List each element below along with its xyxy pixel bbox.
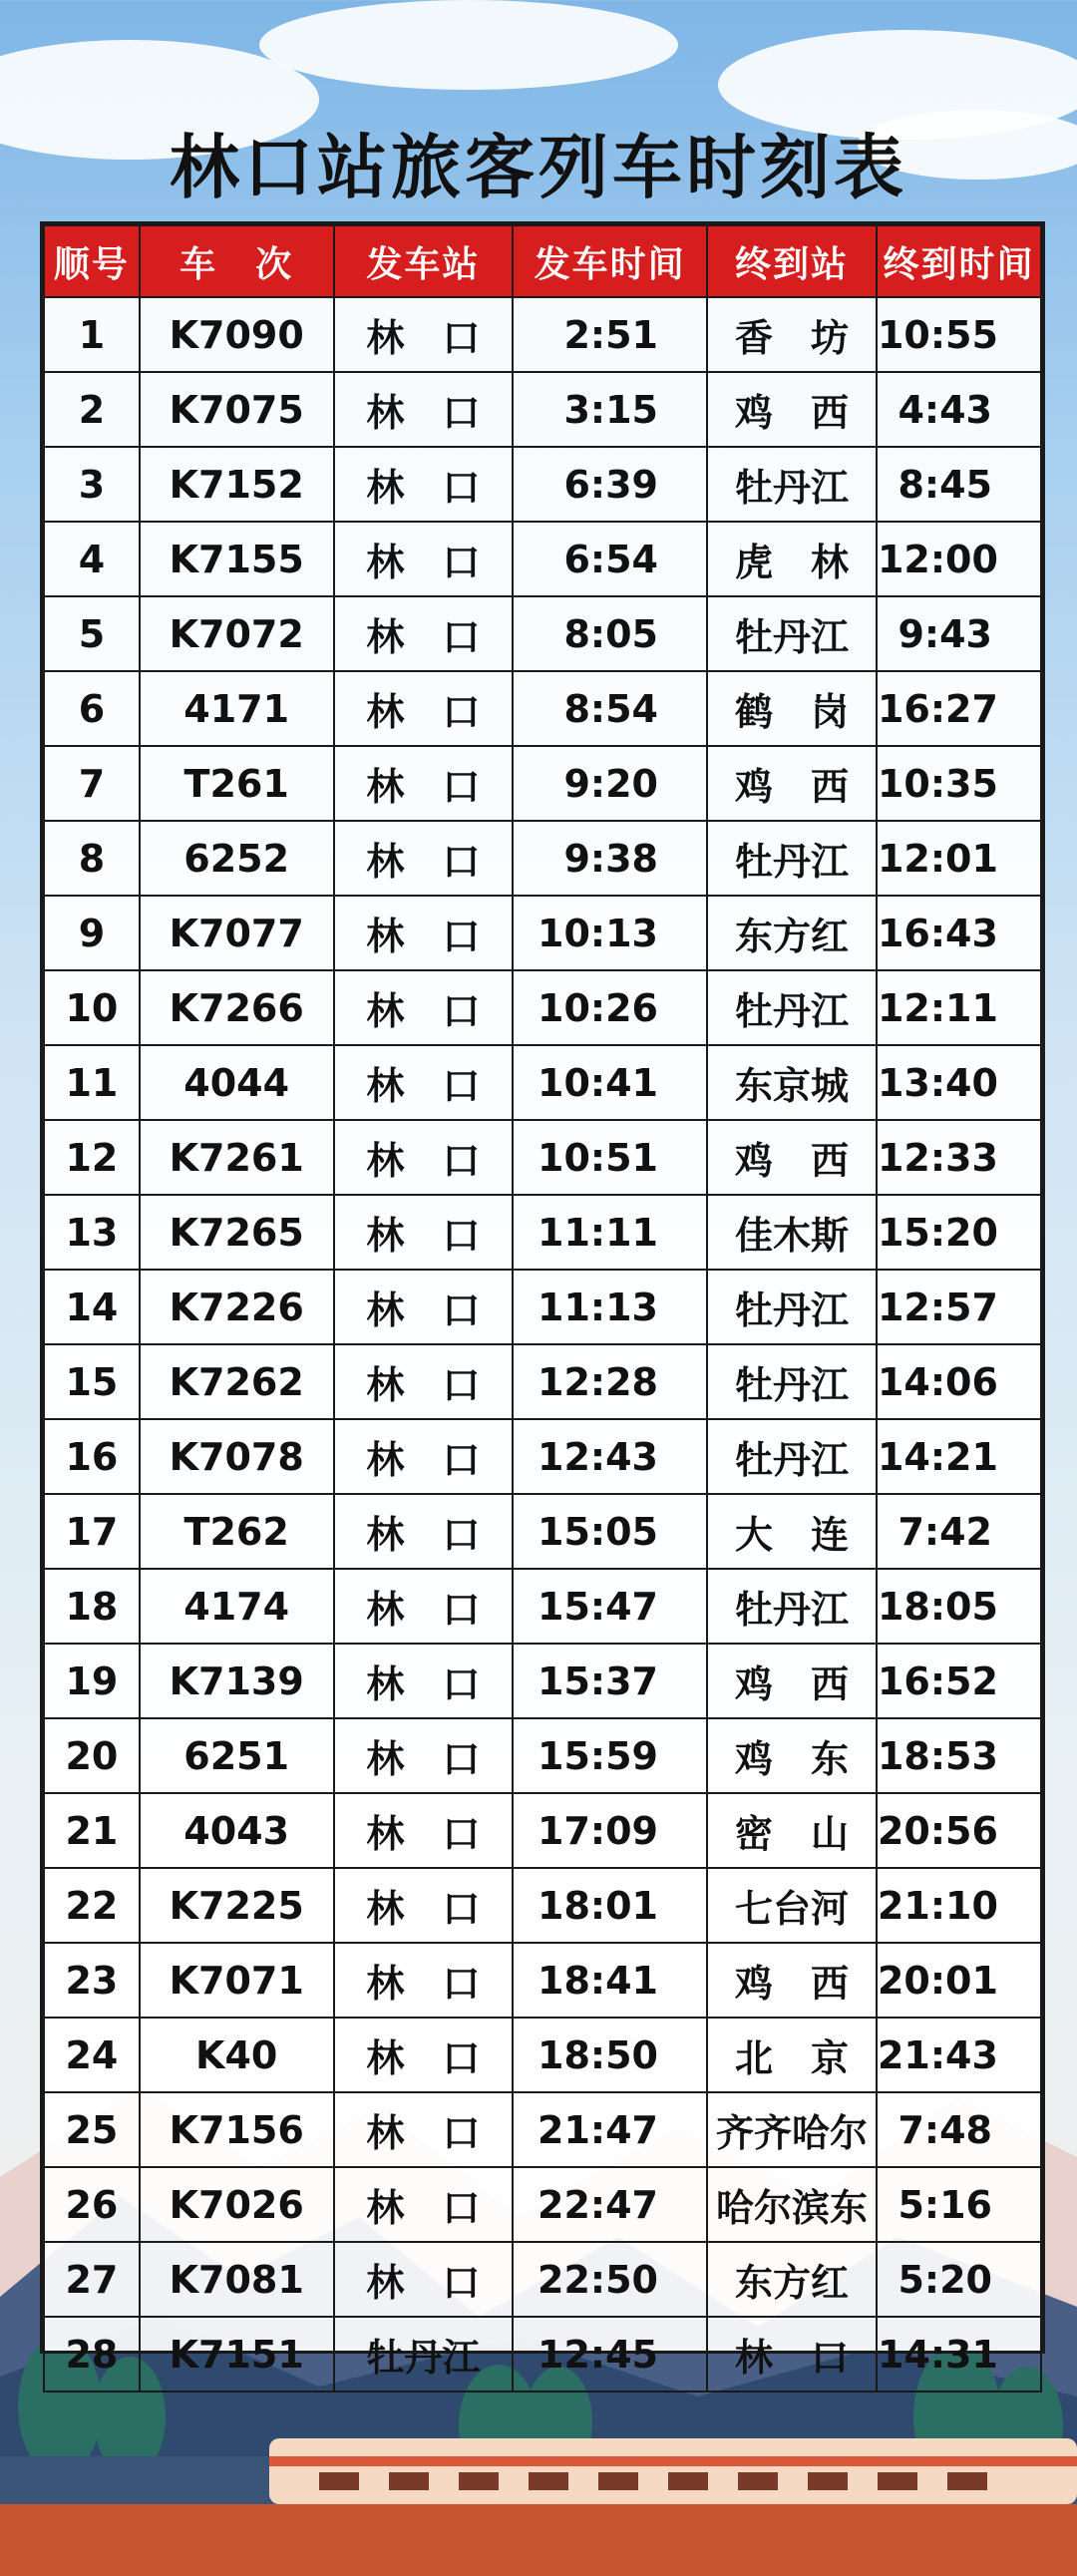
seq-cell: 7 <box>44 746 140 821</box>
arrive-time-cell: 12:11 <box>877 970 1041 1045</box>
table-row <box>44 2167 1041 2242</box>
destination-cell: 密 山 <box>707 1793 877 1868</box>
column-header-origin: 发车站 <box>334 225 514 297</box>
seq-cell: 23 <box>44 1943 140 2018</box>
table-row <box>44 1644 1041 1718</box>
origin-cell: 林 口 <box>334 522 514 596</box>
timetable-body <box>44 297 1041 2392</box>
origin-cell: 林 口 <box>334 447 514 522</box>
seq-cell: 10 <box>44 970 140 1045</box>
column-header-train: 车 次 <box>140 225 334 297</box>
seq-cell: 14 <box>44 1270 140 1344</box>
arrive-time-cell: 21:10 <box>877 1868 1041 1943</box>
depart-time-cell: 10:41 <box>513 1045 707 1120</box>
seq-cell: 11 <box>44 1045 140 1120</box>
train-number-cell: K7226 <box>140 1270 334 1344</box>
origin-cell: 林 口 <box>334 2167 514 2242</box>
origin-cell: 林 口 <box>334 896 514 970</box>
origin-cell: 林 口 <box>334 1195 514 1270</box>
arrive-time-cell: 12:01 <box>877 821 1041 896</box>
seq-cell: 12 <box>44 1120 140 1195</box>
origin-cell: 林 口 <box>334 746 514 821</box>
train-number-cell: T262 <box>140 1494 334 1569</box>
destination-cell: 齐齐哈尔 <box>707 2092 877 2167</box>
destination-cell: 鸡 西 <box>707 746 877 821</box>
train-number-cell: K7265 <box>140 1195 334 1270</box>
origin-cell: 林 口 <box>334 1344 514 1419</box>
seq-cell: 9 <box>44 896 140 970</box>
table-row <box>44 447 1041 522</box>
arrive-time-cell: 15:20 <box>877 1195 1041 1270</box>
origin-cell: 林 口 <box>334 1569 514 1644</box>
seq-cell: 27 <box>44 2242 140 2317</box>
origin-cell: 林 口 <box>334 1045 514 1120</box>
seq-cell: 1 <box>44 297 140 372</box>
train-number-cell: K7072 <box>140 596 334 671</box>
depart-time-cell: 15:59 <box>513 1718 707 1793</box>
origin-cell: 林 口 <box>334 821 514 896</box>
arrive-time-cell: 5:16 <box>877 2167 1041 2242</box>
table-row <box>44 596 1041 671</box>
seq-cell: 25 <box>44 2092 140 2167</box>
origin-cell: 林 口 <box>334 1419 514 1494</box>
depart-time-cell: 18:50 <box>513 2018 707 2092</box>
arrive-time-cell: 5:20 <box>877 2242 1041 2317</box>
depart-time-cell: 11:13 <box>513 1270 707 1344</box>
seq-cell: 26 <box>44 2167 140 2242</box>
train-number-cell: K7156 <box>140 2092 334 2167</box>
column-header-seq: 顺号 <box>44 225 140 297</box>
seq-cell: 5 <box>44 596 140 671</box>
depart-time-cell: 18:01 <box>513 1868 707 1943</box>
origin-cell: 林 口 <box>334 1868 514 1943</box>
destination-cell: 牡丹江 <box>707 1569 877 1644</box>
arrive-time-cell: 18:53 <box>877 1718 1041 1793</box>
depart-time-cell: 6:39 <box>513 447 707 522</box>
origin-cell: 林 口 <box>334 1793 514 1868</box>
depart-time-cell: 9:38 <box>513 821 707 896</box>
depart-time-cell: 10:26 <box>513 970 707 1045</box>
destination-cell: 鸡 西 <box>707 1120 877 1195</box>
seq-cell: 18 <box>44 1569 140 1644</box>
seq-cell: 16 <box>44 1419 140 1494</box>
timetable-grid <box>43 224 1042 2392</box>
table-row <box>44 1344 1041 1419</box>
table-row <box>44 2092 1041 2167</box>
seq-cell: 17 <box>44 1494 140 1569</box>
origin-cell: 林 口 <box>334 1644 514 1718</box>
destination-cell: 鸡 西 <box>707 1943 877 2018</box>
train-number-cell: K7075 <box>140 372 334 447</box>
column-header-depart-time: 发车时间 <box>513 225 707 297</box>
depart-time-cell: 15:05 <box>513 1494 707 1569</box>
destination-cell: 七台河 <box>707 1868 877 1943</box>
depart-time-cell: 15:47 <box>513 1569 707 1644</box>
train-number-cell: K7071 <box>140 1943 334 2018</box>
destination-cell: 佳木斯 <box>707 1195 877 1270</box>
depart-time-cell: 12:45 <box>513 2317 707 2392</box>
seq-cell: 8 <box>44 821 140 896</box>
arrive-time-cell: 14:06 <box>877 1344 1041 1419</box>
arrive-time-cell: 8:45 <box>877 447 1041 522</box>
train-number-cell: T261 <box>140 746 334 821</box>
destination-cell: 北 京 <box>707 2018 877 2092</box>
train-number-cell: K7026 <box>140 2167 334 2242</box>
seq-cell: 4 <box>44 522 140 596</box>
train-number-cell: K7225 <box>140 1868 334 1943</box>
table-row <box>44 1718 1041 1793</box>
destination-cell: 大 连 <box>707 1494 877 1569</box>
seq-cell: 19 <box>44 1644 140 1718</box>
table-row <box>44 372 1041 447</box>
depart-time-cell: 10:13 <box>513 896 707 970</box>
train-number-cell: 6251 <box>140 1718 334 1793</box>
arrive-time-cell: 16:43 <box>877 896 1041 970</box>
table-row <box>44 896 1041 970</box>
arrive-time-cell: 20:56 <box>877 1793 1041 1868</box>
destination-cell: 牡丹江 <box>707 1419 877 1494</box>
train-number-cell: K7090 <box>140 297 334 372</box>
origin-cell: 林 口 <box>334 1943 514 2018</box>
table-row <box>44 1045 1041 1120</box>
table-row <box>44 1270 1041 1344</box>
page-title: 林口站旅客列车时刻表 <box>170 127 907 208</box>
table-row <box>44 970 1041 1045</box>
train-number-cell: 4171 <box>140 671 334 746</box>
origin-cell: 林 口 <box>334 1270 514 1344</box>
destination-cell: 鸡 西 <box>707 1644 877 1718</box>
seq-cell: 2 <box>44 372 140 447</box>
train-number-cell: K7139 <box>140 1644 334 1718</box>
train-number-cell: 4044 <box>140 1045 334 1120</box>
seq-cell: 15 <box>44 1344 140 1419</box>
destination-cell: 东方红 <box>707 896 877 970</box>
arrive-time-cell: 12:00 <box>877 522 1041 596</box>
origin-cell: 林 口 <box>334 297 514 372</box>
origin-cell: 牡丹江 <box>334 2317 514 2392</box>
arrive-time-cell: 21:43 <box>877 2018 1041 2092</box>
table-row <box>44 522 1041 596</box>
arrive-time-cell: 7:42 <box>877 1494 1041 1569</box>
destination-cell: 牡丹江 <box>707 821 877 896</box>
table-row <box>44 671 1041 746</box>
train-number-cell: 6252 <box>140 821 334 896</box>
origin-cell: 林 口 <box>334 2018 514 2092</box>
depart-time-cell: 2:51 <box>513 297 707 372</box>
table-row <box>44 1195 1041 1270</box>
destination-cell: 牡丹江 <box>707 1344 877 1419</box>
depart-time-cell: 3:15 <box>513 372 707 447</box>
table-row <box>44 1120 1041 1195</box>
origin-cell: 林 口 <box>334 970 514 1045</box>
arrive-time-cell: 7:48 <box>877 2092 1041 2167</box>
depart-time-cell: 12:28 <box>513 1344 707 1419</box>
arrive-time-cell: 14:31 <box>877 2317 1041 2392</box>
depart-time-cell: 15:37 <box>513 1644 707 1718</box>
depart-time-cell: 22:47 <box>513 2167 707 2242</box>
arrive-time-cell: 14:21 <box>877 1419 1041 1494</box>
train-number-cell: K7261 <box>140 1120 334 1195</box>
arrive-time-cell: 13:40 <box>877 1045 1041 1120</box>
table-row <box>44 1419 1041 1494</box>
train-number-cell: K7155 <box>140 522 334 596</box>
arrive-time-cell: 16:52 <box>877 1644 1041 1718</box>
train-number-cell: K40 <box>140 2018 334 2092</box>
train-number-cell: K7152 <box>140 447 334 522</box>
depart-time-cell: 18:41 <box>513 1943 707 2018</box>
arrive-time-cell: 10:55 <box>877 297 1041 372</box>
table-row <box>44 2242 1041 2317</box>
destination-cell: 牡丹江 <box>707 970 877 1045</box>
table-row <box>44 1868 1041 1943</box>
arrive-time-cell: 4:43 <box>877 372 1041 447</box>
table-row <box>44 821 1041 896</box>
train-number-cell: K7078 <box>140 1419 334 1494</box>
arrive-time-cell: 12:33 <box>877 1120 1041 1195</box>
arrive-time-cell: 20:01 <box>877 1943 1041 2018</box>
train-number-cell: 4174 <box>140 1569 334 1644</box>
seq-cell: 28 <box>44 2317 140 2392</box>
arrive-time-cell: 10:35 <box>877 746 1041 821</box>
column-header-destination: 终到站 <box>707 225 877 297</box>
destination-cell: 鹤 岗 <box>707 671 877 746</box>
timetable <box>40 221 1045 2380</box>
destination-cell: 香 坊 <box>707 297 877 372</box>
destination-cell: 牡丹江 <box>707 1270 877 1344</box>
seq-cell: 3 <box>44 447 140 522</box>
seq-cell: 13 <box>44 1195 140 1270</box>
cloud-decoration <box>259 0 678 90</box>
destination-cell: 东方红 <box>707 2242 877 2317</box>
origin-cell: 林 口 <box>334 372 514 447</box>
destination-cell: 牡丹江 <box>707 596 877 671</box>
column-header-arrive-time: 终到时间 <box>877 225 1041 297</box>
train-number-cell: K7262 <box>140 1344 334 1419</box>
table-row <box>44 1494 1041 1569</box>
arrive-time-cell: 9:43 <box>877 596 1041 671</box>
train-number-cell: K7081 <box>140 2242 334 2317</box>
table-row <box>44 1569 1041 1644</box>
seq-cell: 6 <box>44 671 140 746</box>
origin-cell: 林 口 <box>334 2242 514 2317</box>
seq-cell: 21 <box>44 1793 140 1868</box>
train-number-cell: K7151 <box>140 2317 334 2392</box>
table-header-row <box>44 225 1041 297</box>
seq-cell: 20 <box>44 1718 140 1793</box>
destination-cell: 林 口 <box>707 2317 877 2392</box>
depart-time-cell: 8:54 <box>513 671 707 746</box>
destination-cell: 虎 林 <box>707 522 877 596</box>
depart-time-cell: 8:05 <box>513 596 707 671</box>
destination-cell: 哈尔滨东 <box>707 2167 877 2242</box>
depart-time-cell: 22:50 <box>513 2242 707 2317</box>
train-number-cell: K7077 <box>140 896 334 970</box>
depart-time-cell: 10:51 <box>513 1120 707 1195</box>
arrive-time-cell: 18:05 <box>877 1569 1041 1644</box>
depart-time-cell: 17:09 <box>513 1793 707 1868</box>
table-row <box>44 746 1041 821</box>
seq-cell: 24 <box>44 2018 140 2092</box>
table-row <box>44 1793 1041 1868</box>
destination-cell: 鸡 东 <box>707 1718 877 1793</box>
origin-cell: 林 口 <box>334 2092 514 2167</box>
destination-cell: 东京城 <box>707 1045 877 1120</box>
seq-cell: 22 <box>44 1868 140 1943</box>
origin-cell: 林 口 <box>334 1494 514 1569</box>
train-number-cell: K7266 <box>140 970 334 1045</box>
depart-time-cell: 6:54 <box>513 522 707 596</box>
table-row <box>44 2317 1041 2392</box>
table-row <box>44 1943 1041 2018</box>
destination-cell: 牡丹江 <box>707 447 877 522</box>
origin-cell: 林 口 <box>334 596 514 671</box>
origin-cell: 林 口 <box>334 1718 514 1793</box>
train-number-cell: 4043 <box>140 1793 334 1868</box>
arrive-time-cell: 12:57 <box>877 1270 1041 1344</box>
depart-time-cell: 11:11 <box>513 1195 707 1270</box>
arrive-time-cell: 16:27 <box>877 671 1041 746</box>
origin-cell: 林 口 <box>334 1120 514 1195</box>
depart-time-cell: 9:20 <box>513 746 707 821</box>
table-row <box>44 2018 1041 2092</box>
destination-cell: 鸡 西 <box>707 372 877 447</box>
origin-cell: 林 口 <box>334 671 514 746</box>
table-row <box>44 297 1041 372</box>
depart-time-cell: 12:43 <box>513 1419 707 1494</box>
depart-time-cell: 21:47 <box>513 2092 707 2167</box>
